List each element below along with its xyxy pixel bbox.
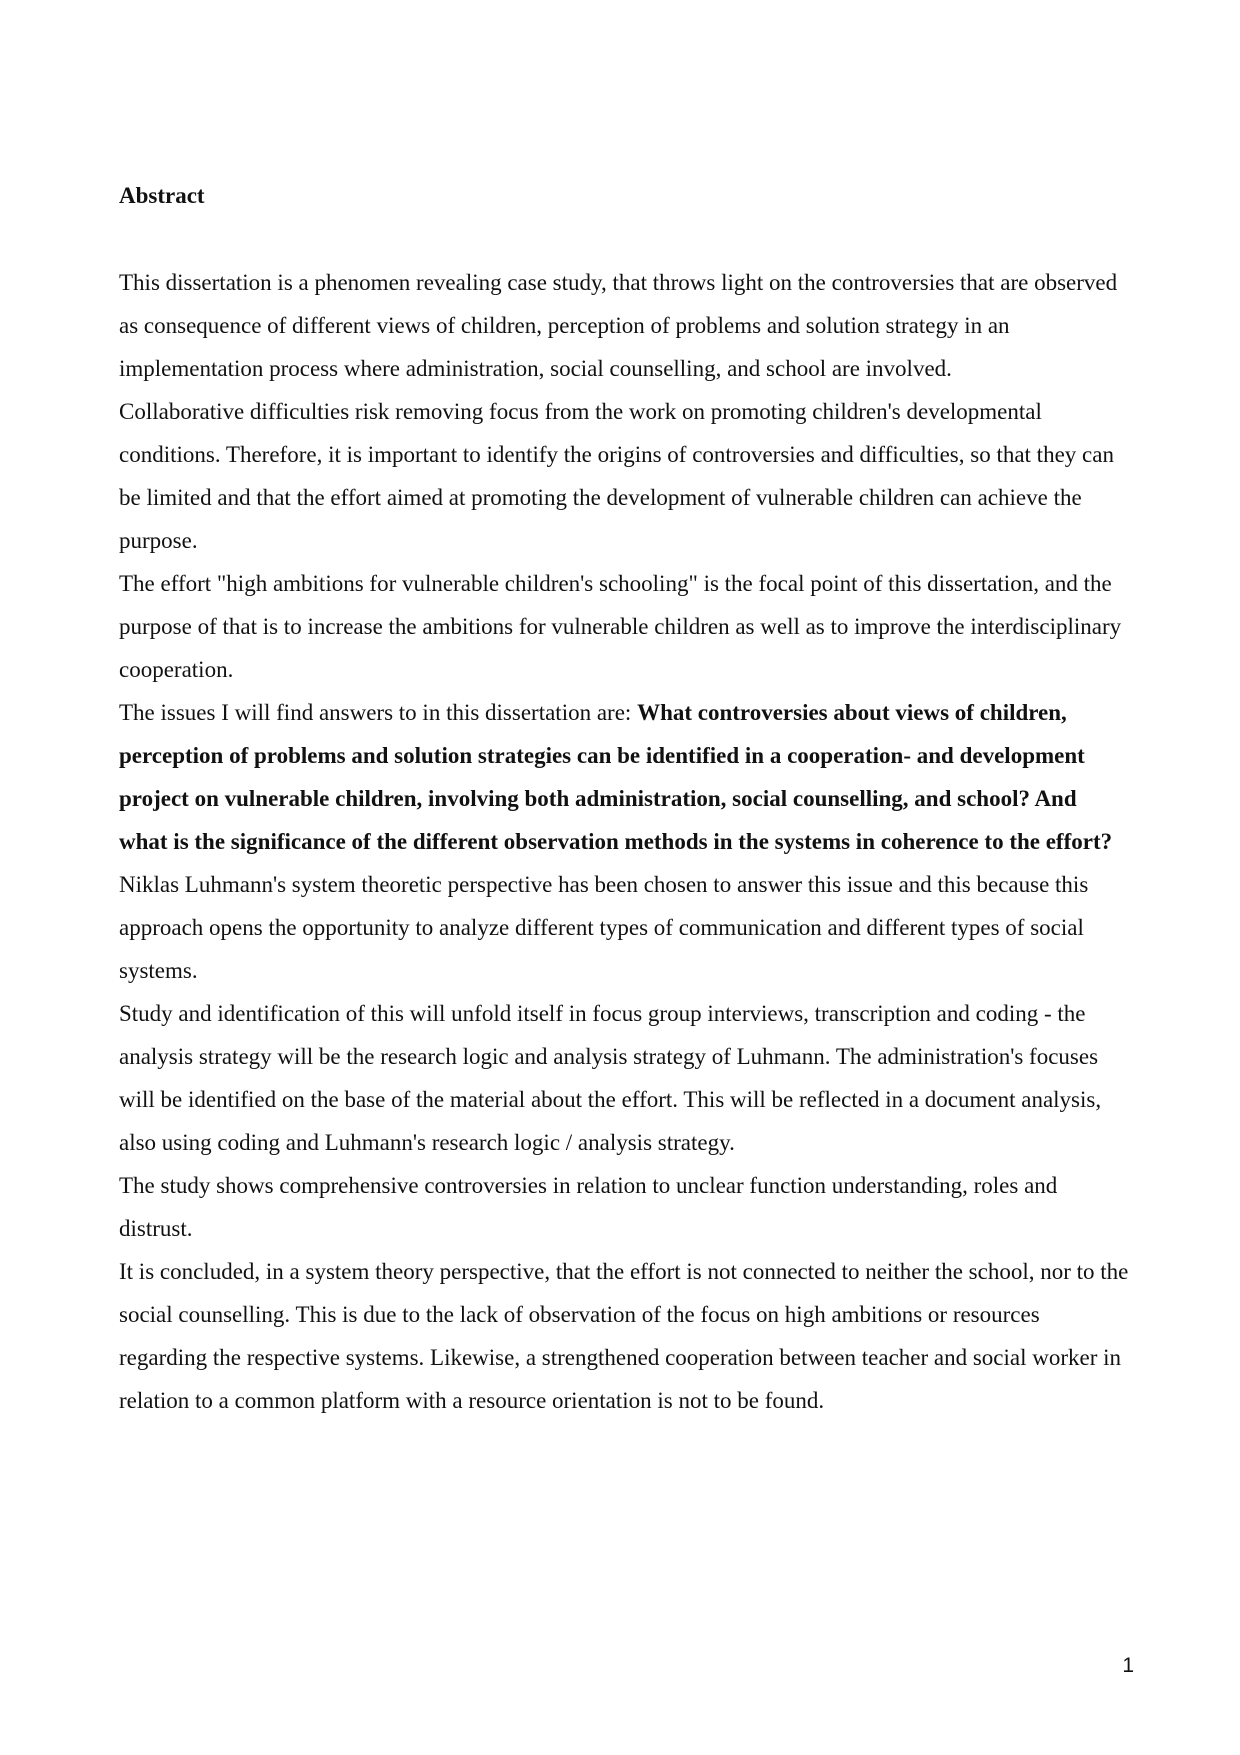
abstract-paragraph: It is concluded, in a system theory perspective, that the effort is not connected to neither the school, nor to the social counselling. This is due to the lack of observation of the focus on high ambitions or resources regarding the respective systems. Likewise, a strengthened cooperation between teacher and social worker in relation to a common platform with a resource orientation is not to be found. [119,1259,1129,1413]
research-question: What controversies about views of children, perception of problems and solution strategies can be identified in a cooperation- and development project on vulnerable children, involving both administration, social counselling, and school? And what is the significance of the different observation methods in the systems in coherence to the effort? [119,700,1113,854]
page-number: 1 [1122,1654,1134,1677]
abstract-paragraph: Collaborative difficulties risk removing focus from the work on promoting children's developmental conditions. Therefore, it is important to identify the origins of controversies and difficulties, so that they can be limited and that the effort aimed at promoting the development of vulnerable children can achieve the purpose. [119,399,1114,553]
abstract-paragraph: The study shows comprehensive controversies in relation to unclear function understanding, roles and distrust. [119,1173,1058,1241]
abstract-paragraph: Niklas Luhmann's system theoretic perspective has been chosen to answer this issue and this because this approach opens the opportunity to analyze different types of communication and different types of social systems. [119,872,1089,983]
abstract-paragraph: Study and identification of this will unfold itself in focus group interviews, transcription and coding - the analysis strategy will be the research logic and analysis strategy of Luhmann. The administration's focuses will be identified on the base of the material about the effort. This will be reflected in a document analysis, also using coding and Luhmann's research logic / analysis strategy. [119,1001,1102,1155]
research-question-intro: The issues I will find answers to in this dissertation are: [119,700,638,725]
research-question-paragraph [119,691,1129,863]
abstract-paragraph: This dissertation is a phenomen revealing case study, that throws light on the controversies that are observed as consequence of different views of children, perception of problems and solution strategy in an implementation process where administration, social counselling, and school are involved. [119,270,1118,381]
abstract-heading: Abstract [119,183,205,208]
abstract-paragraph: The effort "high ambitions for vulnerable children's schooling" is the focal point of this dissertation, and the purpose of that is to increase the ambitions for vulnerable children as well as to improve the interdisciplinary cooperation. [119,571,1122,682]
abstract-body [119,174,1129,1422]
